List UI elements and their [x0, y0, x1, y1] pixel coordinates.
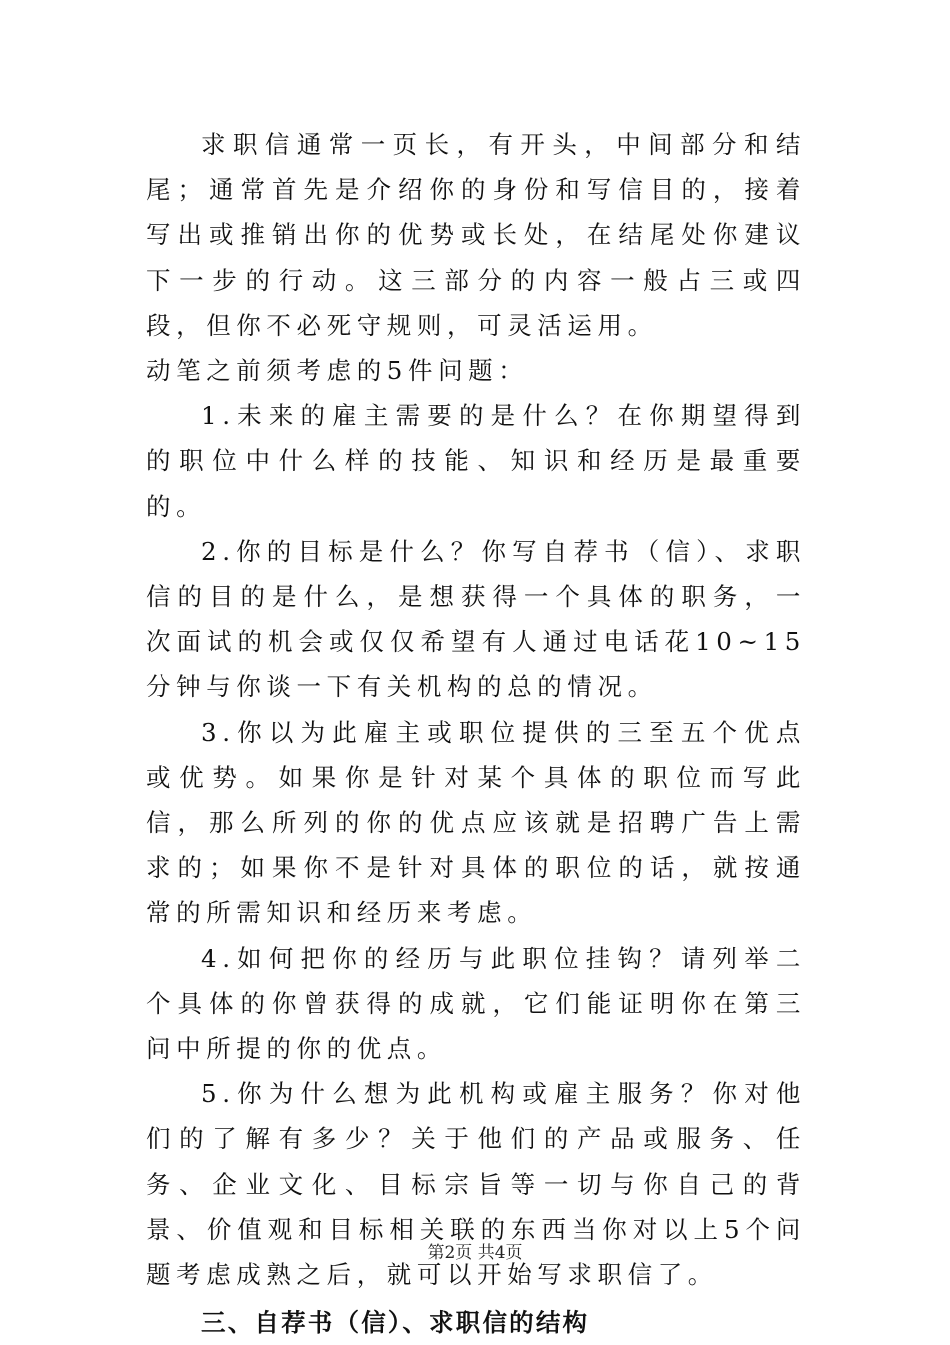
section-heading: 三、自荐书（信）、求职信的结构	[201, 1308, 590, 1338]
paragraph-question-lead: 动笔之前须考虑的5件问题：	[146, 356, 529, 386]
paragraph-question-5: 5.你为什么想为此机构或雇主服务？你对他们的了解有多少？关于他们的产品或服务、任务、企业文化、目标宗旨等一切与你自己的背景、价值观和目标相关联的东西当你对以上5个问题考虑成熟之后，就可以开始写求职信了。	[146, 1079, 806, 1290]
paragraph-intro: 求职信通常一页长，有开头，中间部分和结尾；通常首先是介绍你的身份和写信目的，接着写出或推销出你的优势或长处，在结尾处你建议下一步的行动。这三部分的内容一般占三或四段，但你不必死守规则，可灵活运用。	[146, 130, 806, 340]
paragraph-question-3: 3.你以为此雇主或职位提供的三至五个优点或优势。如果你是针对某个具体的职位而写此信，那么所列的你的优点应该就是招聘广告上需求的；如果你不是针对具体的职位的话，就按通常的所需知识和经历来考虑。	[146, 717, 806, 928]
paragraph-question-4: 4.如何把你的经历与此职位挂钩？请列举二个具体的你曾获得的成就，它们能证明你在第三问中所提的你的优点。	[146, 943, 806, 1064]
page-number-footer: 第2页 共4页	[427, 1243, 523, 1263]
document-body	[146, 122, 806, 1345]
paragraph-question-1: 1.未来的雇主需要的是什么？在你期望得到的职位中什么样的技能、知识和经历是最重要的。	[146, 401, 806, 521]
paragraph-question-2: 2.你的目标是什么？你写自荐书（信）、求职信的目的是什么，是想获得一个具体的职务，一次面试的机会或仅仅希望有人通过电话花10~15分钟与你谈一下有关机构的总的情况。	[146, 536, 806, 702]
